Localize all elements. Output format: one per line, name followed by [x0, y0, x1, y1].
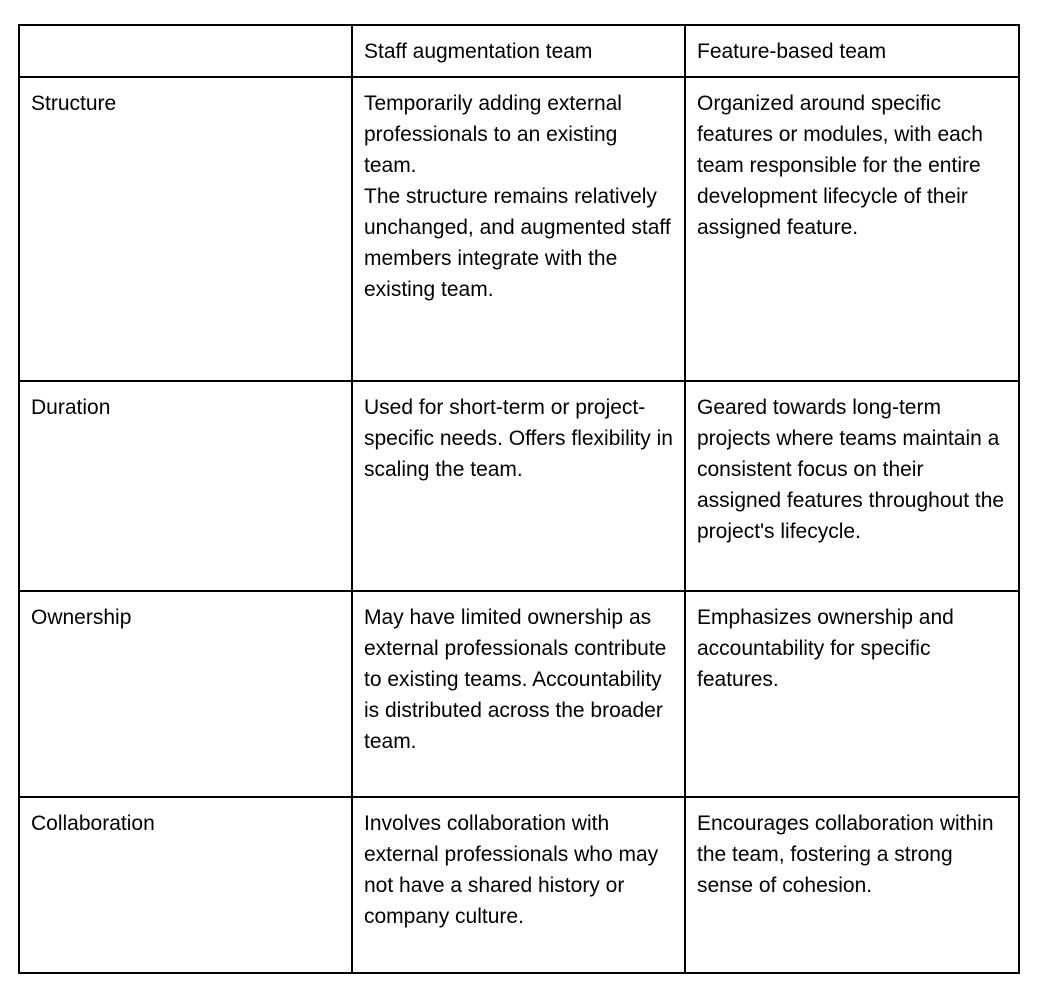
cell-paragraph: The structure remains relatively unchanged, and augmented staff members integrate with the existing team. — [364, 185, 671, 301]
cell-paragraph: Encourages collaboration within the team, fostering a strong sense of cohesion. — [697, 812, 994, 897]
table-header-row — [19, 25, 1019, 77]
cell-paragraph: Emphasizes ownership and accountability for specific features. — [697, 606, 954, 691]
row-label-structure: Structure — [19, 77, 352, 381]
cell-duration-staff — [352, 381, 685, 591]
table-row-duration — [19, 381, 1019, 591]
cell-paragraph: Temporarily adding external professionals to an existing team. — [364, 92, 622, 177]
cell-paragraph: Used for short-term or project-specific needs. Offers flexibility in scaling the team. — [364, 396, 673, 481]
cell-duration-feature — [685, 381, 1019, 591]
header-cell-feature-based: Feature-based team — [685, 25, 1019, 77]
row-label-collaboration: Collaboration — [19, 797, 352, 973]
header-cell-empty — [19, 25, 352, 77]
cell-paragraph: Involves collaboration with external professionals who may not have a shared history or company culture. — [364, 812, 659, 928]
comparison-table — [18, 24, 1020, 974]
cell-paragraph: Geared towards long-term projects where teams maintain a consistent focus on their assigned features throughout the project's lifecycle. — [697, 396, 1005, 543]
cell-ownership-staff — [352, 591, 685, 797]
cell-structure-feature — [685, 77, 1019, 381]
row-label-duration: Duration — [19, 381, 352, 591]
cell-collaboration-feature — [685, 797, 1019, 973]
header-cell-staff-augmentation: Staff augmentation team — [352, 25, 685, 77]
cell-ownership-feature — [685, 591, 1019, 797]
table-row-collaboration — [19, 797, 1019, 973]
cell-structure-staff — [352, 77, 685, 381]
cell-paragraph: May have limited ownership as external professionals contribute to existing teams. Accountability is distributed across the broader team. — [364, 606, 667, 753]
table-row-structure — [19, 77, 1019, 381]
cell-paragraph: Organized around specific features or modules, with each team responsible for the entire development lifecycle of their assigned feature. — [697, 92, 983, 239]
row-label-ownership: Ownership — [19, 591, 352, 797]
table-row-ownership — [19, 591, 1019, 797]
cell-collaboration-staff — [352, 797, 685, 973]
